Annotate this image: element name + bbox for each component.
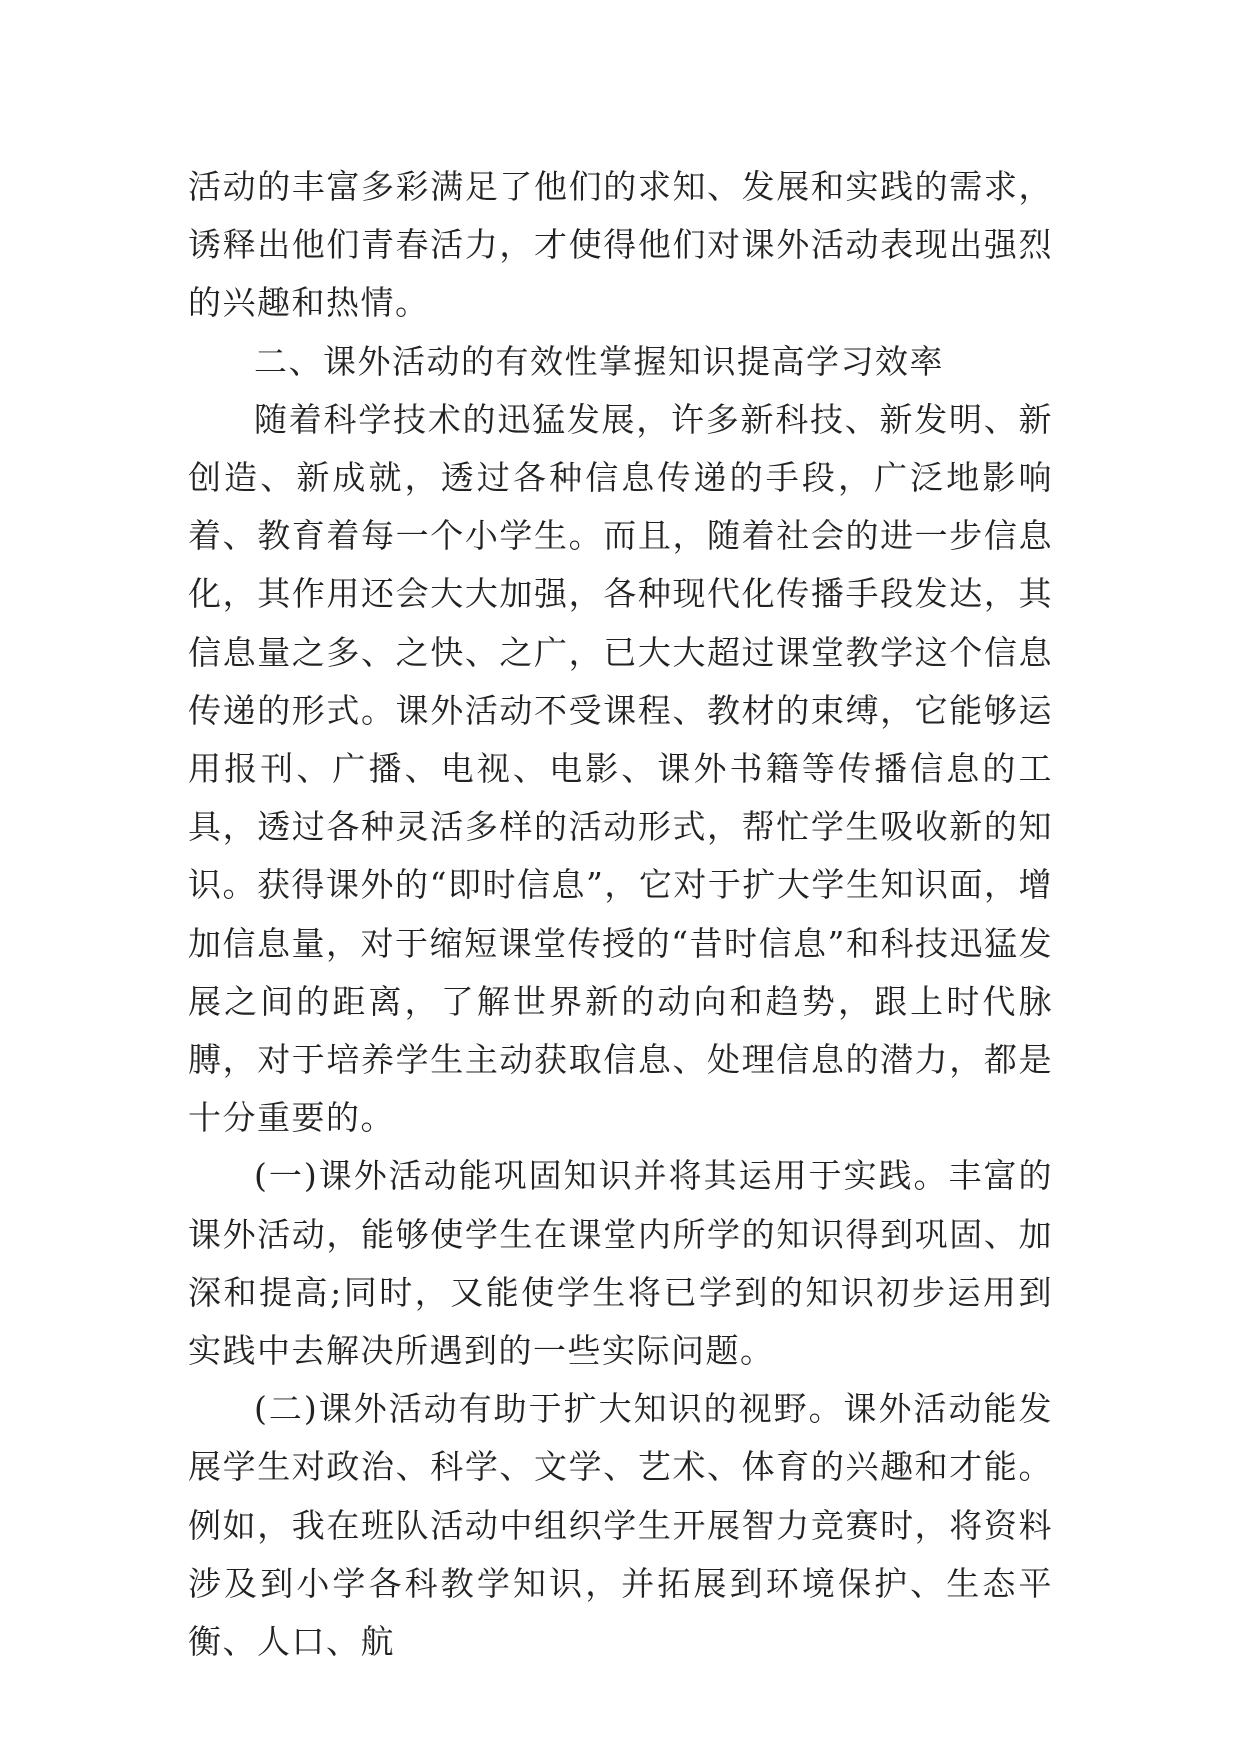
paragraph-point-two: (二)课外活动有助于扩大知识的视野。课外活动能发展学生对政治、科学、文学、艺术、体育的兴趣和才能。例如，我在班队活动中组织学生开展智力竞赛时，将资料涉及到小学各科教学知识，并拓展到环境保护、生态平衡、人口、航 [188,1389,1053,1662]
paragraph-continuation: 活动的丰富多彩满足了他们的求知、发展和实践的需求，诱释出他们青春活力，才使得他们对课外活动表现出强烈的兴趣和热情。 [188,167,1053,323]
section-heading: 二、课外活动的有效性掌握知识提高学习效率 [254,341,944,381]
paragraph-information: 随着科学技术的迅猛发展，许多新科技、新发明、新创造、新成就，透过各种信息传递的手段，广泛地影响着、教育着每一个小学生。而且，随着社会的进一步信息化，其作用还会大大加强，各种现代化传播手段发达，其信息量之多、之快、之广，已大大超过课堂教学这个信息传递的形式。课外活动不受课程、教材的束缚，它能够运用报刊、广播、电视、电影、课外书籍等传播信息的工具，透过各种灵活多样的活动形式，帮忙学生吸收新的知识。获得课外的“即时信息”，它对于扩大学生知识面，增加信息量，对于缩短课堂传授的“昔时信息”和科技迅猛发展之间的距离，了解世界新的动向和趋势，跟上时代脉膊，对于培养学生主动获取信息、处理信息的潜力，都是十分重要的。 [188,399,1053,1138]
paragraph-point-one: (一)课外活动能巩固知识并将其运用于实践。丰富的课外活动，能够使学生在课堂内所学的知识得到巩固、加深和提高;同时，又能使学生将已学到的知识初步运用到实践中去解决所遇到的一些实际问题。 [188,1156,1053,1371]
document-body [188,158,1053,1671]
